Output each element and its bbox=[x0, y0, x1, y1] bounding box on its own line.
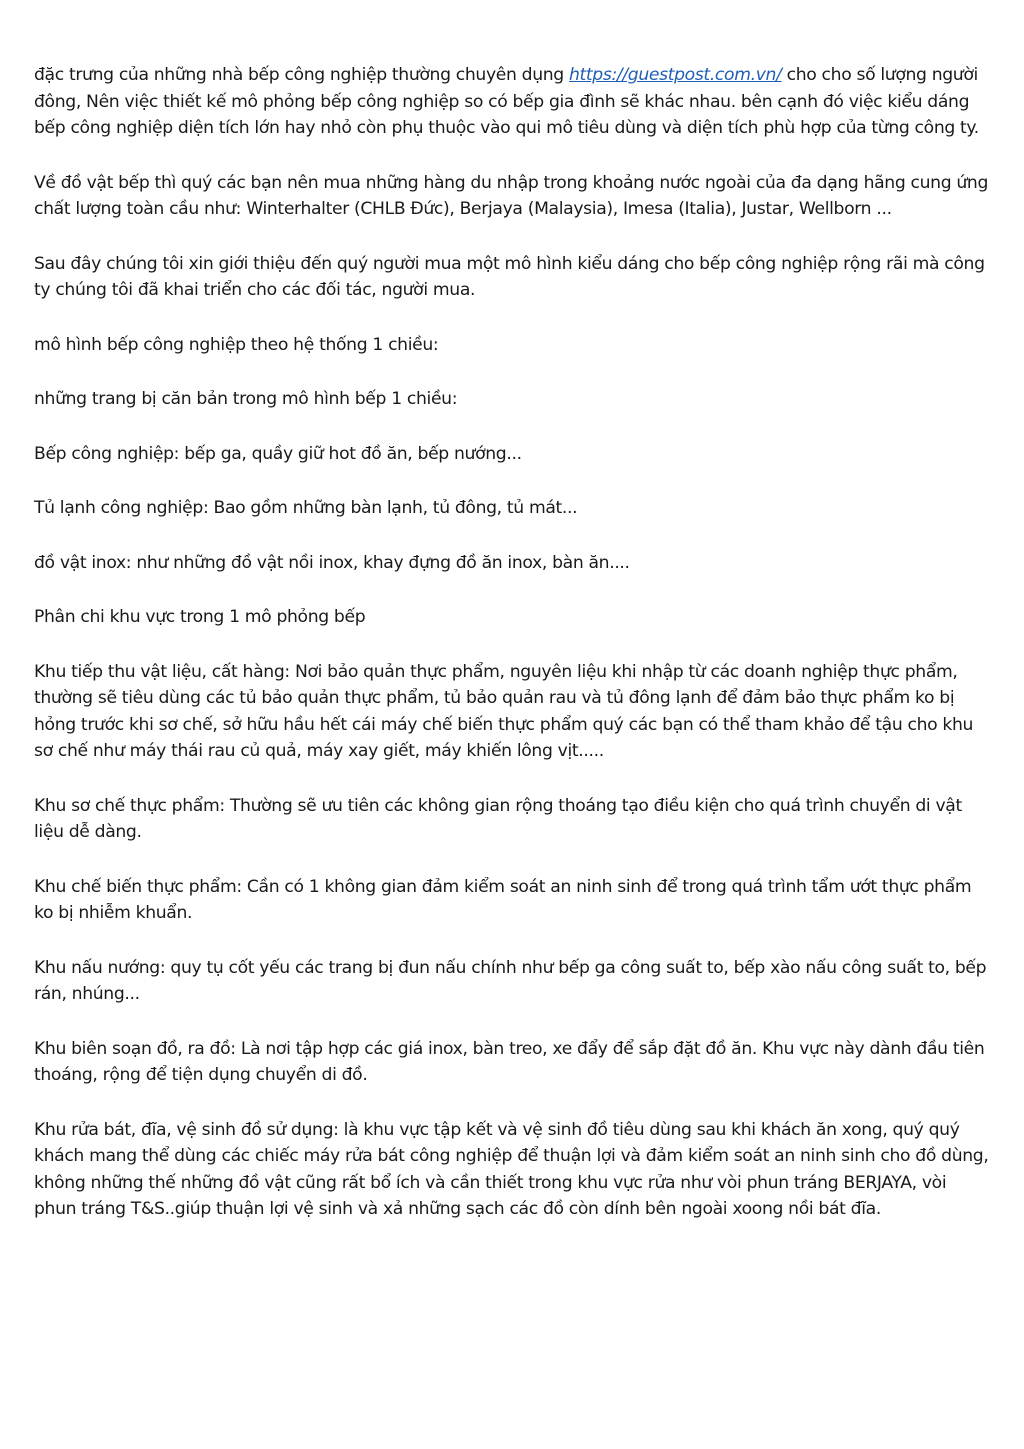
paragraph-prep-zone: Khu sơ chế thực phẩm: Thường sẽ ưu tiên các không gian rộng thoáng tạo điều kiện cho quá trình chuyển di vật liệu dễ dàng. bbox=[34, 795, 962, 842]
paragraph-introduction: Sau đây chúng tôi xin giới thiệu đến quý người mua một mô hình kiểu dáng cho bếp công nghiệp rộng rãi mà công ty chúng tôi đã khai triển cho các đối tác, người mua. bbox=[34, 253, 985, 300]
document-page bbox=[34, 62, 992, 1251]
paragraph-basic-equipment: những trang bị căn bản trong mô hình bếp 1 chiều: bbox=[34, 389, 458, 409]
paragraph-kitchen-zones: Phân chi khu vực trong 1 mô phỏng bếp bbox=[34, 607, 366, 627]
paragraph-serving-zone: Khu biên soạn đồ, ra đồ: Là nơi tập hợp các giá inox, bàn treo, xe đẩy để sắp đặt đồ ăn. Khu vực này dành đầu tiên thoáng, rộng để tiện dụng chuyển di đồ. bbox=[34, 1038, 985, 1085]
paragraph-inox-items: đồ vật inox: như những đồ vật nồi inox, khay đựng đồ ăn inox, bàn ăn.... bbox=[34, 552, 630, 573]
intro-text-after-link: cho cho số lượng người đông, Nên việc thiết kế mô phỏng bếp công nghiệp so có bếp gia đình sẽ khác nhau. bên cạnh đó việc kiểu dáng bếp công nghiệp diện tích lớn hay nhỏ còn phụ thuộc vào qui mô tiêu dùng và diện tích phù hợp của từng công ty. bbox=[34, 65, 979, 138]
paragraph-industrial-fridge: Tủ lạnh công nghiệp: Bao gồm những bàn lạnh, tủ đông, tủ mát... bbox=[34, 498, 578, 518]
paragraph-industrial-stove: Bếp công nghiệp: bếp ga, quầy giữ hot đồ ăn, bếp nướng... bbox=[34, 443, 522, 464]
paragraph-washing-zone: Khu rửa bát, đĩa, vệ sinh đồ sử dụng: là khu vực tập kết và vệ sinh đồ tiêu dùng sau khi khách ăn xong, quý quý khách mang thể dùng các chiếc máy rửa bát công nghiệp để thuận lợi và đảm kiểm soát an ninh sinh cho đồ dùng, không những thế những đồ vật cũng rất bổ ích và cần thiết trong khu vực rửa như vòi phun tráng BERJAYA, vòi phun tráng T&S..giúp thuận lợi vệ sinh và xả những sạch các đồ còn dính bên ngoài xoong nồi bát đĩa. bbox=[34, 1119, 989, 1219]
paragraph-receiving-zone: Khu tiếp thu vật liệu, cất hàng: Nơi bảo quản thực phẩm, nguyên liệu khi nhập từ các doanh nghiệp thực phẩm, thường sẽ tiêu dùng các tủ bảo quản thực phẩm, tủ bảo quản rau và tủ đông lạnh để đảm bảo thực phẩm ko bị hỏng trước khi sơ chế, sở hữu hầu hết cái máy chế biến thực phẩm quý các bạn có thể tham khảo để tậu cho khu sơ chế như máy thái rau củ quả, máy xay giết, máy khiến lông vịt..... bbox=[34, 661, 974, 761]
intro-paragraph bbox=[34, 62, 992, 142]
paragraph-cooking-zone: Khu nấu nướng: quy tụ cốt yếu các trang bị đun nấu chính như bếp ga công suất to, bếp xào nấu công suất to, bếp rán, nhúng... bbox=[34, 957, 987, 1004]
paragraph-processing-zone: Khu chế biến thực phẩm: Cần có 1 không gian đảm kiểm soát an ninh sinh để trong quá trình tẩm ướt thực phẩm ko bị nhiễm khuẩn. bbox=[34, 876, 972, 923]
guestpost-link[interactable]: https://guestpost.com.vn/ bbox=[568, 65, 782, 85]
intro-text-before-link: đặc trưng của những nhà bếp công nghiệp thường chuyên dụng bbox=[34, 65, 569, 85]
paragraph-one-way-model: mô hình bếp công nghiệp theo hệ thống 1 chiều: bbox=[34, 334, 439, 355]
paragraph-equipment-brands: Về đồ vật bếp thì quý các bạn nên mua những hàng du nhập trong khoảng nước ngoài của đa dạng hãng cung ứng chất lượng toàn cầu như: Winterhalter (CHLB Đức), Berjaya (Malaysia), Imesa (Italia), Justar, Wellborn ... bbox=[34, 172, 989, 219]
